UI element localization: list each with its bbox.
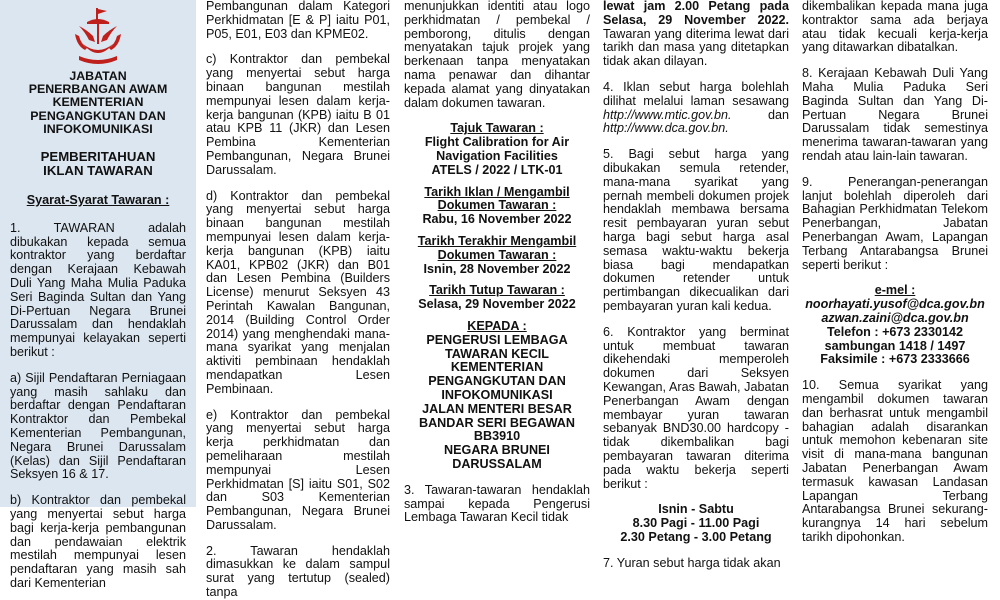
tender-title-label: Tajuk Tawaran :: [450, 121, 544, 136]
paragraph-5: 5. Bagi sebut harga yang dibukakan semula retender, mana-mana syarikat yang pernah membeli dokumen projek hendaklah membawa bersama resit pembayaran yuran sebut harga bagi sebut harga asal semasa waktu-waktu bekerja biasa bagi mendapatkan dokumen retender untuk pertimbangan dikecualikan dari pembayaran yuran kali kedua.: [603, 147, 789, 313]
fax-line: Faksimile : +673 2333666: [820, 352, 970, 367]
brunei-crest-emblem: [67, 6, 129, 68]
email-link-1[interactable]: noorhayati.yusof@dca.gov.bn: [805, 297, 985, 312]
org-line: PENERBANGAN AWAM: [28, 82, 168, 97]
column-2: [206, 0, 392, 600]
deadline-text: lewat jam 2.00 Petang pada Selasa, 29 November 2022.: [603, 0, 789, 27]
last-collection-label: Dokumen Tawaran :: [437, 247, 557, 262]
address-line: INFOKOMUNIKASI: [441, 387, 553, 402]
mtic-url-link[interactable]: http://www.mtic.gov.bn.: [603, 107, 732, 122]
advert-date: Rabu, 16 November 2022: [422, 212, 572, 227]
address-line: PENGERUSI LEMBAGA: [426, 332, 568, 347]
address-line: KEMENTERIAN: [450, 360, 544, 375]
tender-title-block: [404, 122, 590, 177]
office-hours-line: Isnin - Sabtu: [658, 502, 734, 517]
email-link-2[interactable]: azwan.zaini@dca.gov.bn: [821, 310, 969, 325]
closing-date-block: [404, 284, 590, 312]
address-line: DARUSSALAM: [452, 456, 542, 471]
email-label: e-mel :: [874, 283, 916, 298]
paragraph-1d: d) Kontraktor dan pembekal yang menyertai sebut harga binaan bangunan mestilah mempunyai lesen dalam kerja-kerja bangunan (KPB) iaitu KA01, KPB02 (JKR) dan B01 dan Lesen Pembina (Builders License) menurut Seksyen 43 Perintah Kawalan Bangunan, 2014 (Building Control Order 2014) yang menghendaki mana-mana syarikat yang menjalan aktiviti pembinaan hendaklah mendapatkan Lesen Pembinaan.: [206, 188, 390, 396]
paragraph-2-continued: menunjukkan identiti atau logo perkhidmatan / pembekal / pemborong, ditulis dengan menyatakan tajuk projek yang berkenaan tanpa menyatakan nama penawar dan dihantar kepada alamat yang dinyatakan dalam dokumen tawaran.: [404, 0, 590, 110]
org-line: INFOKOMUNIKASI: [43, 121, 153, 136]
office-hours-block: [603, 503, 789, 544]
closing-date-label: Tarikh Tutup Tawaran :: [429, 283, 565, 298]
paragraph-1e: e) Kontraktor dan pembekal yang menyertai sebut harga kerja perkhidmatan dan pemeliharaan mestilah mempunyai Lesen Perkhidmatan [S] iaitu S01, S02 dan S03 Kementerian Pembangunan, Negara Brunei Darussalam.: [206, 407, 390, 532]
paragraph-1b-continued: Pembangunan dalam Kategori Perkhidmatan [E & P] iaitu P01, P05, E01, E03 dan KPME02.: [206, 0, 390, 41]
paragraph-7: 7. Yuran sebut harga tidak akan: [603, 555, 781, 570]
paragraph-4: [603, 81, 789, 136]
advert-date-label: Tarikh Iklan / Mengambil: [424, 184, 570, 199]
advert-date-label: Dokumen Tawaran :: [437, 198, 557, 213]
org-line: JABATAN: [69, 69, 127, 83]
notice-line: IKLAN TAWARAN: [43, 163, 153, 179]
paragraph-1b: b) Kontraktor dan pembekal yang menyertai sebut harga bagi kerja-kerja pembangunan dan pendawaian elektrik mestilah mempunyai lesen pendaftaran yang masih sah dari Kementerian: [10, 493, 186, 590]
conditions-heading: Syarat-Syarat Tawaran :: [26, 193, 170, 208]
address-line: BB3910: [473, 429, 521, 444]
paragraph-10: 10. Semua syarikat yang mengambil dokumen tawaran dan berhasrat untuk mengambil bahagian adalah disarankan untuk memohon kebenaran site visit di mana-mana bangunan Jabatan Penerbangan Awam termasuk kawasan Landasan Lapangan Terbang Antarabangsa Brunei sekurang-kurangnya 14 hari sebelum tarikh dipohonkan.: [802, 378, 988, 544]
closing-date: Selasa, 29 November 2022: [418, 297, 576, 312]
address-line: TAWARAN KECIL: [444, 346, 549, 361]
paragraph-3: 3. Tawaran-tawaran hendaklah sampai kepada Pengerusi Lembaga Tawaran Kecil tidak: [404, 482, 590, 525]
paragraph-8: 8. Kerajaan Kebawah Duli Yang Maha Mulia Paduka Seri Baginda Sultan dan Yang Di-Pertuan Negara Brunei Darussalam tidak semestinya menerima tawaran-tawaran yang rendah atau lain-lain tawaran.: [802, 66, 988, 163]
sidebar-column: [0, 0, 196, 590]
org-line: PENGANGKUTAN DAN: [30, 108, 166, 123]
office-hours-line: 2.30 Petang - 3.00 Petang: [620, 529, 772, 544]
paragraph-1: 1. TAWARAN adalah dibukakan kepada semua kontraktor yang berdaftar dengan Kerajaan Kebawah Duli Yang Maha Mulia Paduka Seri Baginda Sultan dan Yang Di-Pertuan Negara Brunei Darussalam dan hendaklah mempunyai kelayakan seperti berikut :: [10, 220, 186, 359]
last-collection-label: Tarikh Terakhir Mengambil: [417, 233, 577, 248]
paragraph-2: 2. Tawaran hendaklah dimasukkan ke dalam sampul surat yang tertutup (sealed) tanpa: [206, 543, 390, 600]
address-line: NEGARA BRUNEI: [444, 443, 550, 458]
organization-name: [10, 70, 186, 136]
paragraph-4-text: 4. Iklan sebut harga bolehlah dilihat melalui laman sesawang: [603, 79, 789, 108]
tender-title-line: Flight Calibration for Air: [424, 135, 570, 150]
notice-line: PEMBERITAHUAN: [40, 149, 156, 165]
paragraph-3-continued: [603, 0, 789, 69]
tender-title-line: ATELS / 2022 / LTK-01: [431, 162, 563, 177]
paragraph-6: 6. Kontraktor yang berminat untuk membuat tawaran dikehendaki memperoleh dokumen dari Seksyen Kewangan, Aras Bawah, Jabatan Penerbangan Awam dengan membayar yuran tawaran sebanyak BND30.00 hardcopy - tidak dikembalikan bagi pembayaran tawaran diterima pada waktu bekerja seperti berikut :: [603, 324, 789, 491]
paragraph-1c: c) Kontraktor dan pembekal yang menyertai sebut harga binaan bangunan mestilah mempunyai lesen dalam kerja-kerja bangunan (KPB) iaitu B 01 atau KPB 11 (JKR) dan Lesen Pembina Kementerian Pembangunan, Negara Brunei Darussalam.: [206, 52, 390, 177]
dca-url-link[interactable]: http://www.dca.gov.bn.: [603, 121, 729, 136]
advert-date-block: [404, 186, 590, 227]
column-3: [404, 0, 590, 525]
office-hours-line: 8.30 Pagi - 11.00 Pagi: [632, 516, 760, 531]
tender-title-line: Navigation Facilities: [436, 148, 558, 163]
column-5: [802, 0, 988, 544]
address-line: JALAN MENTERI BESAR: [422, 401, 572, 416]
phone-line: Telefon : +673 2330142: [827, 324, 963, 339]
address-label: KEPADA :: [467, 318, 527, 333]
address-line: BANDAR SERI BEGAWAN: [418, 415, 576, 430]
last-collection-date: Isnin, 28 November 2022: [423, 261, 571, 276]
and-text: dan: [767, 107, 789, 122]
notice-title: [10, 150, 186, 178]
address-block: [404, 320, 590, 472]
column-4: [603, 0, 789, 570]
org-line: KEMENTERIAN: [52, 95, 144, 110]
paragraph-7-continued: dikembalikan kepada mana juga kontraktor sama ada berjaya atau tidak kecuali kerja-kerja yang ditawarkan dibatalkan.: [802, 0, 988, 55]
extension-line: sambungan 1418 / 1497: [824, 338, 966, 353]
contact-block: [802, 284, 988, 367]
paragraph-9: 9. Penerangan-penerangan lanjut bolehlah diperoleh dari Bahagian Perkhidmatan Telekom Penerbangan, Jabatan Penerbangan Awam, Lapangan Terbang Antarabangsa Brunei seperti berikut :: [802, 174, 988, 272]
last-collection-block: [404, 235, 590, 276]
paragraph-1a: a) Sijil Pendaftaran Perniagaan yang masih sahlaku dan berdaftar dengan Pendaftaran Kontraktor dan Pembekal Kementerian Pembangunan, Negara Brunei Darussalam (Kelas) dan Sijil Pendaftaran Seksyen 16 & 17.: [10, 370, 186, 482]
address-line: PENGANGKUTAN DAN: [428, 374, 566, 389]
deadline-note: Tawaran yang diterima lewat dari tarikh dan masa yang ditetapkan tidak akan dilayan.: [603, 26, 789, 69]
